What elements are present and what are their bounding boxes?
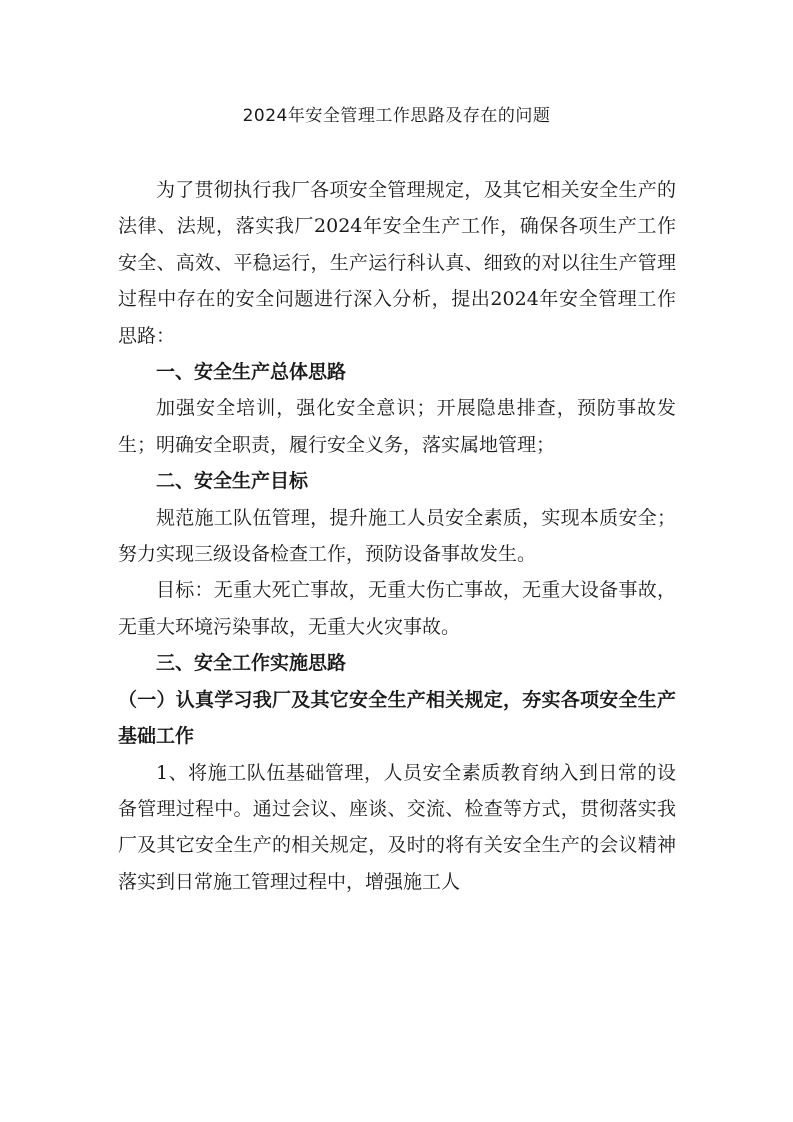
section-1-paragraph: 加强安全培训，强化安全意识；开展隐患排查，预防事故发生；明确安全职责，履行安全义务，落实属地管理； [118,397,676,456]
section-heading-3: 三、安全工作实施思路 [156,652,347,675]
subsection-heading-1: （一）认真学习我厂及其它安全生产相关规定，夯实各项安全生产基础工作 [118,688,676,748]
item-1-paragraph: 1、将施工队伍基础管理，人员安全素质教育纳入到日常的设备管理过程中。通过会议、座谈、交流、检查等方式，贯彻落实我厂及其它安全生产的相关规定，及时的将有关安全生产的会议精神落实到日常施工管理过程中，增强施工人 [118,761,676,893]
section-heading-2: 二、安全生产目标 [156,470,309,493]
section-heading-1: 一、安全生产总体思路 [156,361,347,384]
section-2-paragraph: 规范施工队伍管理，提升施工人员安全素质，实现本质安全；努力实现三级设备检查工作，预防设备事故发生。 [118,506,676,566]
intro-paragraph: 为了贯彻执行我厂各项安全管理规定，及其它相关安全生产的法律、法规，落实我厂2024年安全生产工作，确保各项生产工作安全、高效、平稳运行，生产运行科认真、细致的对以往生产管理过程中存在的安全问题进行深入分析，提出2024年安全管理工作思路： [118,179,676,347]
document-title: 2024年安全管理工作思路及存在的问题 [242,106,551,126]
document-body [118,172,676,900]
targets-paragraph: 目标：无重大死亡事故，无重大伤亡事故，无重大设备事故，无重大环境污染事故，无重大火灾事故。 [118,579,676,638]
